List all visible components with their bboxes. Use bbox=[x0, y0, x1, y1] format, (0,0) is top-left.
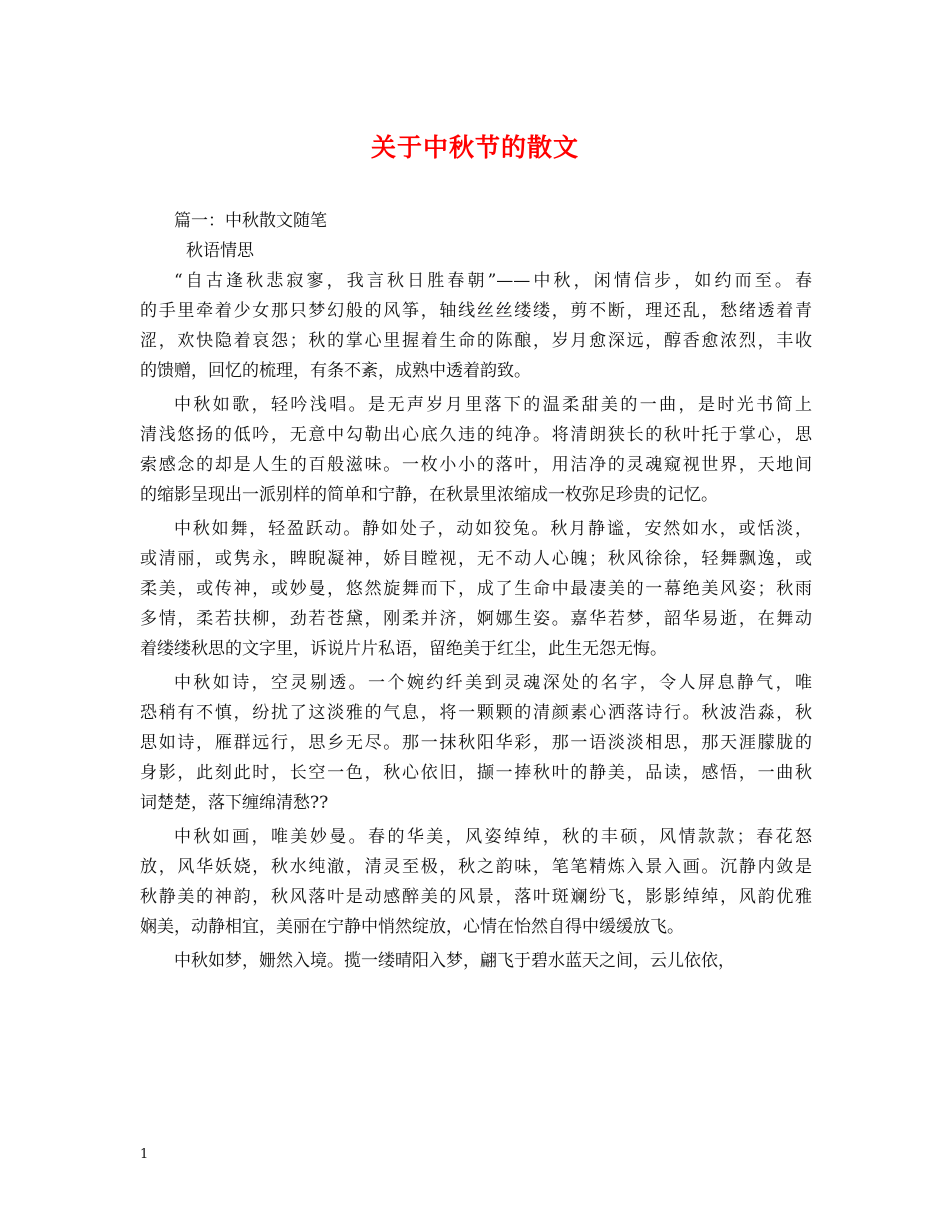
paragraph-line: 中秋如梦，姗然入境。揽一缕晴阳入梦，翩飞于碧水蓝天之间，云儿依依， bbox=[174, 951, 735, 971]
paragraph-line: 索感念的却是人生的百般滋味。一枚小小的落叶，用洁净的灵魂窥视世界，天地间 bbox=[140, 455, 812, 475]
paragraph-line: 中秋如歌，轻吟浅唱。是无声岁月里落下的温柔甜美的一曲，是时光书简上 bbox=[174, 395, 812, 415]
document-body bbox=[140, 206, 812, 976]
paragraph-line: 柔美，或传神，或妙曼，悠然旋舞而下，成了生命中最凄美的一幕绝美风姿；秋雨 bbox=[140, 579, 812, 599]
document-title: 关于中秋节的散文 bbox=[370, 133, 579, 162]
paragraph-line: 秋静美的神韵，秋风落叶是动感醉美的风景，落叶斑斓纷飞，影影绰绰，风韵优雅 bbox=[140, 887, 812, 907]
page-number: 1 bbox=[140, 1147, 149, 1162]
paragraph-line: 多情，柔若扶柳，劲若苍黛，刚柔并济，婀娜生姿。嘉华若梦，韶华易逝，在舞动 bbox=[140, 609, 812, 629]
paragraph-line: “自古逢秋悲寂寥，我言秋日胜春朝”——中秋，闲情信步，如约而至。春 bbox=[174, 271, 812, 291]
paragraph-line: 身影，此刻此时，长空一色，秋心依旧，撷一捧秋叶的静美，品读，感悟，一曲秋 bbox=[140, 763, 812, 783]
paragraph-container bbox=[140, 266, 812, 976]
paragraph-line: 娴美，动静相宜，美丽在宁静中悄然绽放，心情在怡然自得中缓缓放飞。 bbox=[140, 917, 684, 937]
paragraph bbox=[140, 390, 812, 510]
paragraph-line: 中秋如画，唯美妙曼。春的华美，风姿绰绰，秋的丰硕，风情款款；春花怒 bbox=[174, 827, 812, 847]
section-heading: 篇一：中秋散文随笔 bbox=[174, 211, 327, 231]
paragraph bbox=[140, 946, 812, 976]
paragraph-line: 涩，欢快隐着哀怨；秋的掌心里握着生命的陈酿，岁月愈深远，醇香愈浓烈，丰收 bbox=[140, 331, 812, 351]
paragraph-line: 清浅悠扬的低吟，无意中勾勒出心底久违的纯净。将清朗狭长的秋叶托于掌心，思 bbox=[140, 425, 812, 445]
paragraph bbox=[140, 514, 812, 664]
paragraph-line: 词楚楚，落下缠绵清愁?? bbox=[140, 793, 329, 813]
paragraph bbox=[140, 668, 812, 818]
paragraph-line: 思如诗，雁群远行，思乡无尽。那一抹秋阳华彩，那一语淡淡相思，那天涯朦胧的 bbox=[140, 733, 812, 753]
subheading: 秋语情思 bbox=[186, 241, 254, 261]
paragraph-line: 或清丽，或隽永，睥睨凝神，娇目瞠视，无不动人心魄；秋风徐徐，轻舞飘逸，或 bbox=[140, 549, 812, 569]
paragraph-line: 的缩影呈现出一派别样的简单和宁静，在秋景里浓缩成一枚弥足珍贵的记忆。 bbox=[140, 485, 718, 505]
paragraph-line: 中秋如诗，空灵剔透。一个婉约纤美到灵魂深处的名字，令人屏息静气，唯 bbox=[174, 673, 812, 693]
paragraph bbox=[140, 266, 812, 386]
paragraph-line: 中秋如舞，轻盈跃动。静如处子，动如狡兔。秋月静谧，安然如水，或恬淡， bbox=[174, 519, 812, 539]
paragraph-line: 的馈赠，回忆的梳理，有条不紊，成熟中透着韵致。 bbox=[140, 361, 531, 381]
paragraph-line: 恐稍有不慎，纷扰了这淡雅的气息，将一颗颗的清颜素心洒落诗行。秋波浩淼，秋 bbox=[140, 703, 812, 723]
paragraph-line: 的手里牵着少女那只梦幻般的风筝，轴线丝丝缕缕，剪不断，理还乱，愁绪透着青 bbox=[140, 301, 812, 321]
paragraph-line: 放，风华妖娆，秋水纯澈，清灵至极，秋之韵味，笔笔精炼入景入画。沉静内敛是 bbox=[140, 857, 812, 877]
paragraph-line: 着缕缕秋思的文字里，诉说片片私语，留绝美于红尘，此生无怨无悔。 bbox=[140, 639, 667, 659]
paragraph bbox=[140, 822, 812, 942]
